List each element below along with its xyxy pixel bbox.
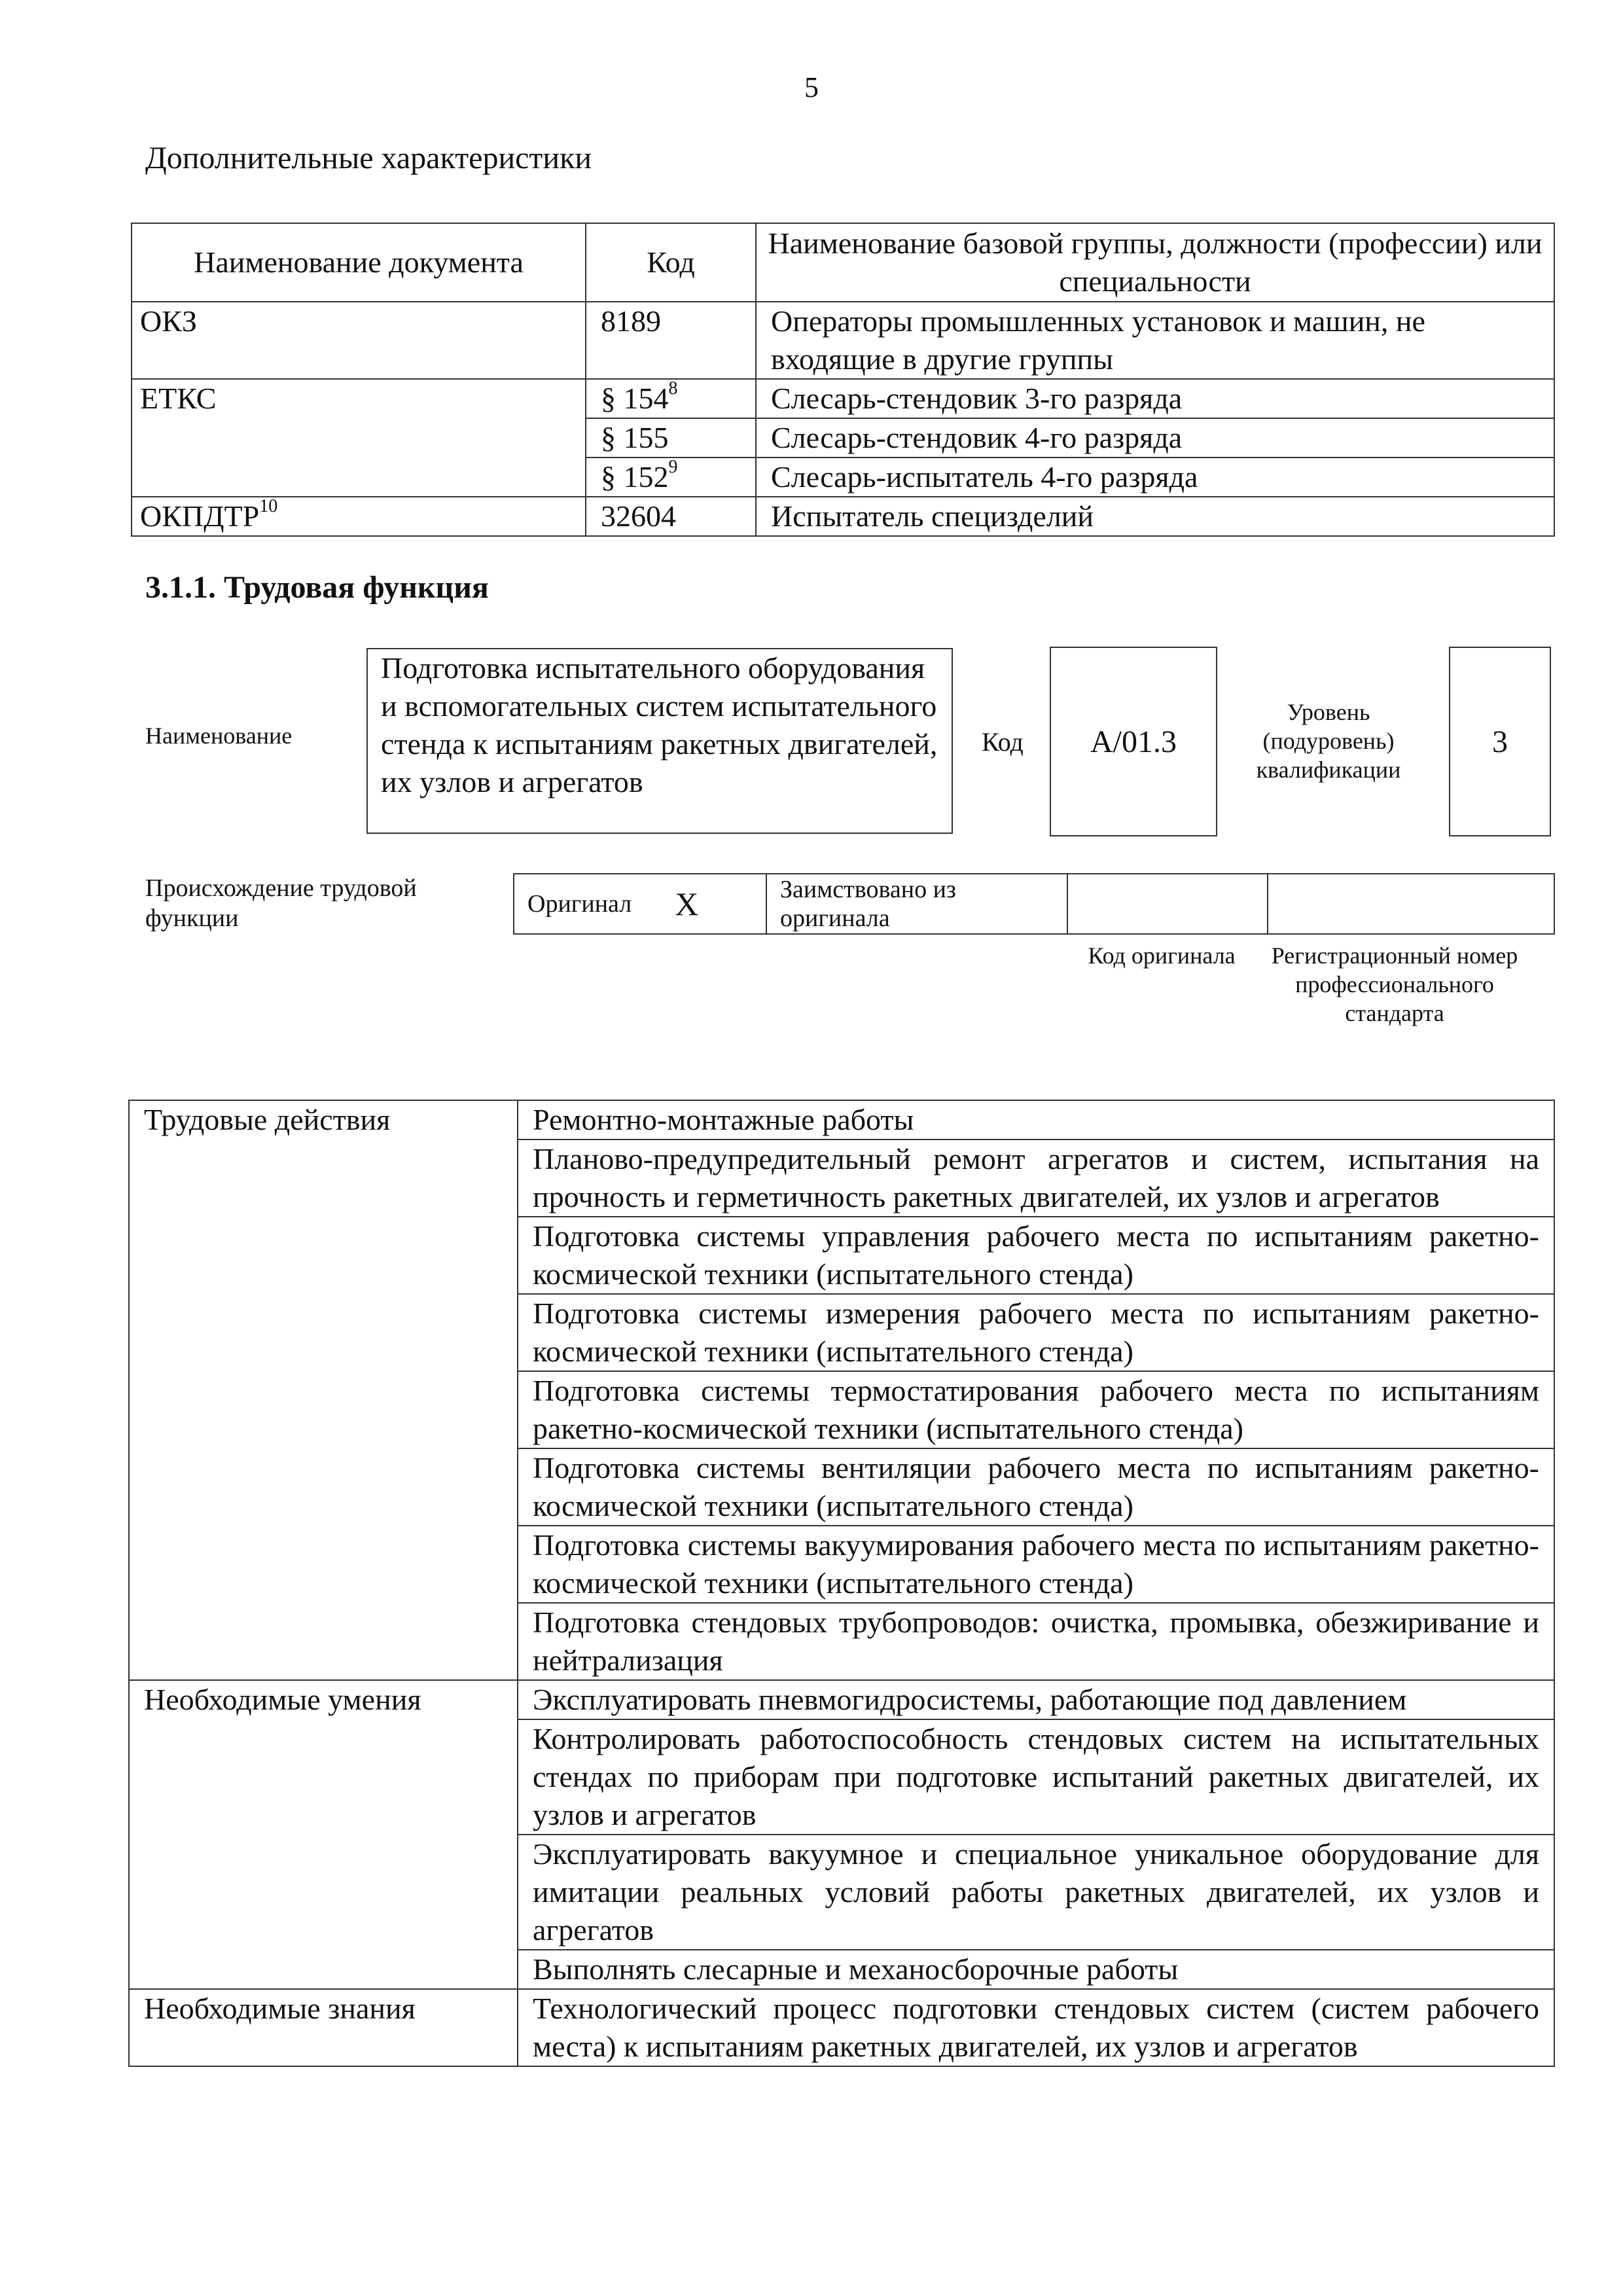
labor-function-details-table bbox=[128, 1100, 1555, 2067]
qualification-level: 3 bbox=[1492, 724, 1508, 759]
labor-actions-item: Ремонтно-монтажные работы bbox=[518, 1100, 1554, 1139]
doc-cell bbox=[132, 302, 586, 379]
labor-actions-item: Подготовка системы измерения рабочего места по испытаниям ракетно-космической техники (испытательного стенда) bbox=[518, 1294, 1554, 1371]
function-name-box: Подготовка испытательного оборудования и вспомогательных систем испытательного стенда к испытаниям ракетных двигателей, их узлов и агрегатов bbox=[366, 648, 953, 834]
doc-name: ОКПДТР bbox=[140, 499, 260, 533]
code-cell bbox=[586, 497, 756, 536]
name-cell: Испытатель специзделий bbox=[756, 497, 1554, 536]
function-code-box bbox=[1050, 647, 1217, 836]
original-cell bbox=[514, 874, 766, 934]
labor-actions-item: Подготовка системы управления рабочего места по испытаниям ракетно-космической техники (испытательного стенда) bbox=[518, 1217, 1554, 1294]
doc-code: 32604 bbox=[601, 499, 676, 533]
original-label: Оригинал bbox=[527, 890, 632, 918]
name-cell: Слесарь-испытатель 4-го разряда bbox=[756, 457, 1554, 497]
borrowed-cell: Заимствовано из оригинала bbox=[766, 874, 1067, 934]
doc-code: § 155 bbox=[601, 421, 669, 454]
qualification-level-label: Уровень (подуровень) квалификации bbox=[1256, 699, 1401, 783]
name-cell: Операторы промышленных установок и машин, не входящие в другие группы bbox=[756, 302, 1554, 379]
origin-table bbox=[513, 873, 1555, 935]
table-header-row bbox=[132, 223, 1554, 302]
footnote-ref: 8 bbox=[668, 378, 678, 399]
code-cell bbox=[586, 457, 756, 497]
table-row bbox=[129, 1100, 1554, 1139]
labor-actions-item: Планово-предупредительный ремонт агрегатов и систем, испытания на прочность и герметичность ракетных двигателей, их узлов и агрегатов bbox=[518, 1139, 1554, 1217]
footnote-ref: 9 bbox=[668, 456, 678, 477]
table-row bbox=[129, 1989, 1554, 2066]
doc-code: § 154 bbox=[601, 382, 669, 415]
labor-actions-item: Подготовка системы вентиляции рабочего места по испытаниям ракетно-космической техники (испытательного стенда) bbox=[518, 1448, 1554, 1526]
origin-label: Происхождение трудовой функции bbox=[145, 874, 417, 932]
code-cell bbox=[586, 418, 756, 457]
table-row bbox=[129, 1680, 1554, 1719]
table-row bbox=[132, 497, 1554, 536]
qualification-level-box bbox=[1449, 647, 1551, 836]
code-cell bbox=[586, 302, 756, 379]
table-row bbox=[132, 379, 1554, 418]
doc-code: 8189 bbox=[601, 304, 661, 338]
reg-number-cell bbox=[1268, 874, 1554, 934]
required-skills-item: Выполнять слесарные и механосборочные работы bbox=[518, 1950, 1554, 1989]
reg-number-label: Регистрационный номер профессионального стандарта bbox=[1271, 942, 1518, 1026]
table-row bbox=[132, 302, 1554, 379]
additional-characteristics-heading: Дополнительные характеристики bbox=[145, 141, 592, 175]
required-skills-item: Эксплуатировать пневмогидросистемы, работающие под давлением bbox=[518, 1680, 1554, 1719]
labor-actions-label: Трудовые действия bbox=[129, 1100, 518, 1680]
additional-characteristics-table bbox=[131, 223, 1555, 537]
required-knowledge-label: Необходимые знания bbox=[129, 1989, 518, 2066]
doc-name: ОКЗ bbox=[140, 304, 197, 338]
required-skills-item: Эксплуатировать вакуумное и специальное уникальное оборудование для имитации реальных условий работы ракетных двигателей, их узлов и агрегатов bbox=[518, 1835, 1554, 1950]
header-group: Наименование базовой группы, должности (профессии) или специальности bbox=[756, 223, 1554, 302]
labor-actions-item: Подготовка системы термостатирования рабочего места по испытаниям ракетно-космической техники (испытательного стенда) bbox=[518, 1371, 1554, 1448]
doc-name: ЕТКС bbox=[140, 382, 217, 415]
function-code: A/01.3 bbox=[1090, 724, 1177, 759]
page-number: 5 bbox=[804, 71, 819, 103]
labor-actions-item: Подготовка стендовых трубопроводов: очистка, промывка, обезжиривание и нейтрализация bbox=[518, 1603, 1554, 1680]
origin-code-cell bbox=[1067, 874, 1268, 934]
name-cell: Слесарь-стендовик 4-го разряда bbox=[756, 418, 1554, 457]
name-cell: Слесарь-стендовик 3-го разряда bbox=[756, 379, 1554, 418]
original-mark: X bbox=[675, 886, 699, 922]
required-skills-item: Контролировать работоспособность стендовых систем на испытательных стендах по приборам при подготовке испытаний ракетных двигателей, их узлов и агрегатов bbox=[518, 1719, 1554, 1835]
labor-actions-item: Подготовка системы вакуумирования рабочего места по испытаниям ракетно-космической техники (испытательного стенда) bbox=[518, 1526, 1554, 1603]
labor-function-heading: 3.1.1. Трудовая функция bbox=[145, 570, 489, 605]
required-skills-label: Необходимые умения bbox=[129, 1680, 518, 1989]
code-cell bbox=[586, 379, 756, 418]
origin-row bbox=[514, 874, 1554, 934]
origin-code-label: Код оригинала bbox=[1088, 942, 1236, 969]
footnote-ref: 10 bbox=[259, 495, 278, 516]
header-code: Код bbox=[586, 223, 756, 302]
required-knowledge-item: Технологический процесс подготовки стендовых систем (систем рабочего места) к испытаниям ракетных двигателей, их узлов и агрегатов bbox=[518, 1989, 1554, 2066]
doc-cell bbox=[132, 497, 586, 536]
name-label: Наименование bbox=[145, 723, 293, 749]
code-label: Код bbox=[982, 727, 1024, 757]
header-document: Наименование документа bbox=[132, 223, 586, 302]
doc-cell bbox=[132, 379, 586, 497]
doc-code: § 152 bbox=[601, 460, 669, 493]
